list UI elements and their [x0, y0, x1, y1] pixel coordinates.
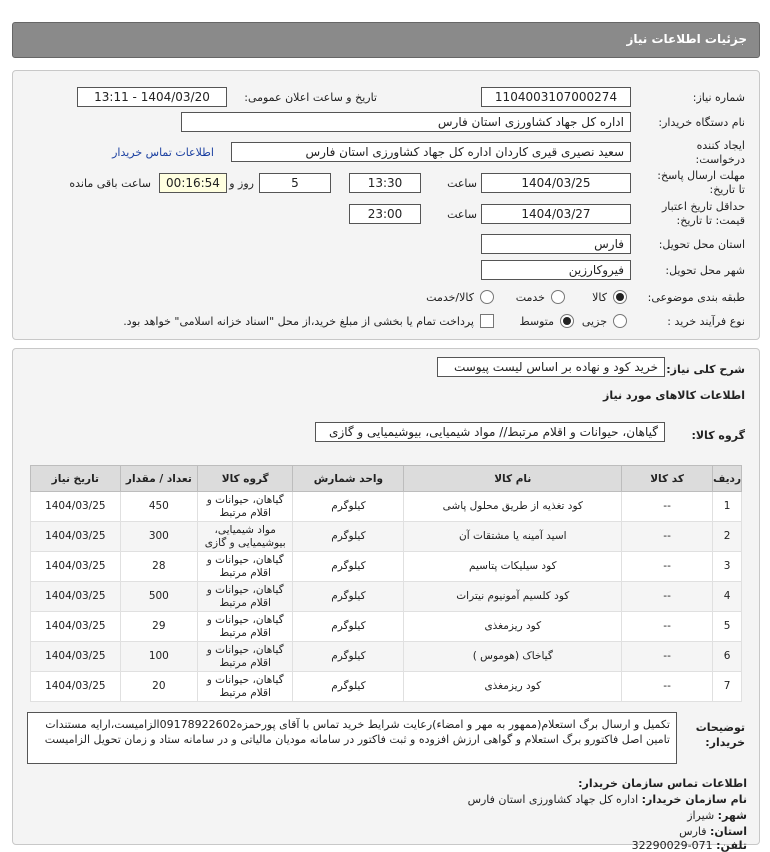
item-qty: 450: [120, 492, 197, 522]
need-number-label: شماره نیاز:: [692, 91, 745, 104]
col-row: ردیف: [713, 466, 742, 492]
table-row[interactable]: [31, 522, 742, 552]
item-group: گیاهان، حیوانات و اقلام مرتبط: [198, 582, 293, 612]
process-minor-radio[interactable]: [613, 314, 627, 328]
deadline-time-field[interactable]: 13:30: [349, 173, 421, 193]
table-row[interactable]: [31, 552, 742, 582]
validity-time-field[interactable]: 23:00: [349, 204, 421, 224]
contact-org-label: نام سازمان خریدار:: [641, 793, 747, 806]
table-row[interactable]: [31, 672, 742, 702]
item-qty: 29: [120, 612, 197, 642]
row-index: 1: [713, 492, 742, 522]
item-code: --: [622, 612, 713, 642]
announce-field[interactable]: 1404/03/20 - 13:11: [77, 87, 227, 107]
item-qty: 28: [120, 552, 197, 582]
item-date: 1404/03/25: [31, 642, 121, 672]
creator-field[interactable]: سعید نصیری قیری کاردان اداره کل جهاد کشاورزی استان فارس: [231, 142, 631, 162]
process-medium-label: متوسط: [519, 315, 554, 328]
item-unit: کیلوگرم: [293, 582, 404, 612]
item-unit: کیلوگرم: [293, 552, 404, 582]
notes-label-1: توضیحات: [695, 721, 745, 734]
category-service-label: خدمت: [515, 291, 545, 304]
buyer-notes-box[interactable]: تکمیل و ارسال برگ استعلام(ممهور به مهر و امضاء)رعایت شرایط خرید تماس با آقای پورحمزه09178922602الزامیست،ارایه مستندات تامین اصل فاکتورو برگ استعلام و گواهی ارزش افزوده و ثبت فاکتور در سامانه مودیان مالیاتی و در سامانه ستاد و زمان تحویل الزامیست: [27, 712, 677, 764]
province-label: استان محل تحویل:: [658, 238, 745, 251]
validity-label-2: قیمت: تا تاریخ:: [676, 214, 745, 227]
contact-title: اطلاعات تماس سازمان خریدار:: [578, 777, 747, 790]
contact-province-line: [679, 825, 747, 838]
table-row[interactable]: [31, 492, 742, 522]
items-table-header: [31, 466, 742, 492]
remaining-label: ساعت باقی مانده: [69, 177, 151, 190]
deadline-label-2: تا تاریخ:: [709, 183, 745, 196]
item-qty: 20: [120, 672, 197, 702]
item-date: 1404/03/25: [31, 582, 121, 612]
item-name: کود ریزمغذی: [404, 612, 622, 642]
row-index: 6: [713, 642, 742, 672]
item-name: اسید آمینه یا مشتقات آن: [404, 522, 622, 552]
item-group: گیاهان، حیوانات و اقلام مرتبط: [198, 642, 293, 672]
contact-org-value: اداره کل جهاد کشاورزی استان فارس: [467, 793, 639, 806]
summary-field[interactable]: خرید کود و نهاده بر اساس لیست پیوست: [437, 357, 665, 377]
item-date: 1404/03/25: [31, 492, 121, 522]
deadline-label-1: مهلت ارسال پاسخ:: [657, 169, 745, 182]
item-code: --: [622, 522, 713, 552]
category-goods-label: کالا: [592, 291, 607, 304]
table-row[interactable]: [31, 642, 742, 672]
creator-label-2: درخواست:: [695, 153, 745, 166]
col-code: کد کالا: [622, 466, 713, 492]
col-group: گروه کالا: [198, 466, 293, 492]
items-panel: [12, 348, 760, 852]
item-date: 1404/03/25: [31, 552, 121, 582]
item-name: کود کلسیم آمونیوم نیترات: [404, 582, 622, 612]
item-name: گیاخاک (هوموس ): [404, 642, 622, 672]
days-field[interactable]: 5: [259, 173, 331, 193]
item-date: 1404/03/25: [31, 522, 121, 552]
buyer-org-label: نام دستگاه خریدار:: [658, 116, 745, 129]
remaining-time-field: 00:16:54: [159, 173, 227, 193]
item-code: --: [622, 582, 713, 612]
category-both-label: کالا/خدمت: [426, 291, 474, 304]
item-unit: کیلوگرم: [293, 642, 404, 672]
contact-org-line: [468, 793, 747, 806]
item-date: 1404/03/25: [31, 612, 121, 642]
contact-city-line: [687, 809, 747, 822]
page-header: [12, 22, 760, 58]
need-number-field[interactable]: 1104003107000274: [481, 87, 631, 107]
row-index: 2: [713, 522, 742, 552]
buyer-org-field[interactable]: اداره کل جهاد کشاورزی استان فارس: [181, 112, 631, 132]
item-date: 1404/03/25: [31, 672, 121, 702]
item-name: کود سیلیکات پتاسیم: [404, 552, 622, 582]
creator-label-1: ایجاد کننده: [696, 139, 745, 152]
row-index: 7: [713, 672, 742, 702]
item-group: گیاهان، حیوانات و اقلام مرتبط: [198, 612, 293, 642]
contact-city-value: شیراز: [687, 809, 715, 822]
validity-date-field[interactable]: 1404/03/27: [481, 204, 631, 224]
category-service-radio[interactable]: [551, 290, 565, 304]
province-field[interactable]: فارس: [481, 234, 631, 254]
item-code: --: [622, 672, 713, 702]
deadline-time-label: ساعت: [447, 177, 477, 190]
contact-phone-value: 071-32290029: [631, 839, 713, 852]
page-title: جزئیات اطلاعات نیاز: [626, 32, 747, 46]
item-unit: کیلوگرم: [293, 492, 404, 522]
item-group: گیاهان، حیوانات و اقلام مرتبط: [198, 492, 293, 522]
table-row[interactable]: [31, 612, 742, 642]
item-qty: 300: [120, 522, 197, 552]
announce-label: تاریخ و ساعت اعلان عمومی:: [244, 91, 377, 104]
contact-city-label: شهر:: [717, 809, 747, 822]
process-minor-label: جزیی: [581, 315, 607, 328]
validity-time-label: ساعت: [447, 208, 477, 221]
row-index: 4: [713, 582, 742, 612]
contact-phone-line: [632, 839, 747, 852]
contact-province-label: استان:: [710, 825, 747, 838]
row-index: 3: [713, 552, 742, 582]
need-info-panel: [12, 70, 760, 340]
item-unit: کیلوگرم: [293, 672, 404, 702]
item-group: گیاهان، حیوانات و اقلام مرتبط: [198, 552, 293, 582]
process-label: نوع فرآیند خرید :: [667, 315, 745, 328]
item-qty: 100: [120, 642, 197, 672]
group-label: گروه کالا:: [691, 429, 745, 442]
item-code: --: [622, 552, 713, 582]
col-unit: واحد شمارش: [293, 466, 404, 492]
items-section-title: اطلاعات کالاهای مورد نیاز: [603, 389, 745, 402]
item-unit: کیلوگرم: [293, 522, 404, 552]
contact-phone-label: تلفن:: [716, 839, 747, 852]
item-code: --: [622, 492, 713, 522]
row-index: 5: [713, 612, 742, 642]
group-field[interactable]: گیاهان، حیوانات و اقلام مرتبط// مواد شیمیایی، بیوشیمیایی و گازی: [315, 422, 665, 442]
notes-label-2: خریدار:: [705, 736, 745, 749]
summary-label: شرح کلی نیاز:: [666, 363, 745, 376]
deadline-date-field[interactable]: 1404/03/25: [481, 173, 631, 193]
city-field[interactable]: فیروکارزین: [481, 260, 631, 280]
col-qty: تعداد / مقدار: [120, 466, 197, 492]
item-code: --: [622, 642, 713, 672]
item-name: کود ریزمغذی: [404, 672, 622, 702]
validity-label-1: حداقل تاریخ اعتبار: [661, 200, 745, 213]
treasury-note: پرداخت تمام یا بخشی از مبلغ خرید،از محل "اسناد خزانه اسلامی" خواهد بود.: [123, 315, 474, 328]
category-both-radio[interactable]: [480, 290, 494, 304]
contact-province-value: فارس: [679, 825, 707, 838]
category-goods-radio[interactable]: [613, 290, 627, 304]
item-unit: کیلوگرم: [293, 612, 404, 642]
item-group: گیاهان، حیوانات و اقلام مرتبط: [198, 672, 293, 702]
items-table: [30, 465, 742, 702]
col-name: نام کالا: [404, 466, 622, 492]
table-row[interactable]: [31, 582, 742, 612]
item-group: مواد شیمیایی، بیوشیمیایی و گازی: [198, 522, 293, 552]
category-label: طبقه بندی موضوعی:: [647, 291, 745, 304]
treasury-checkbox[interactable]: [480, 314, 494, 328]
col-date: تاریخ نیاز: [31, 466, 121, 492]
days-label: روز و: [229, 177, 254, 190]
item-name: کود تغذیه از طریق محلول پاشی: [404, 492, 622, 522]
city-label: شهر محل تحویل:: [665, 264, 745, 277]
buyer-contact-link[interactable]: اطلاعات تماس خریدار: [112, 146, 214, 159]
item-qty: 500: [120, 582, 197, 612]
process-medium-radio[interactable]: [560, 314, 574, 328]
